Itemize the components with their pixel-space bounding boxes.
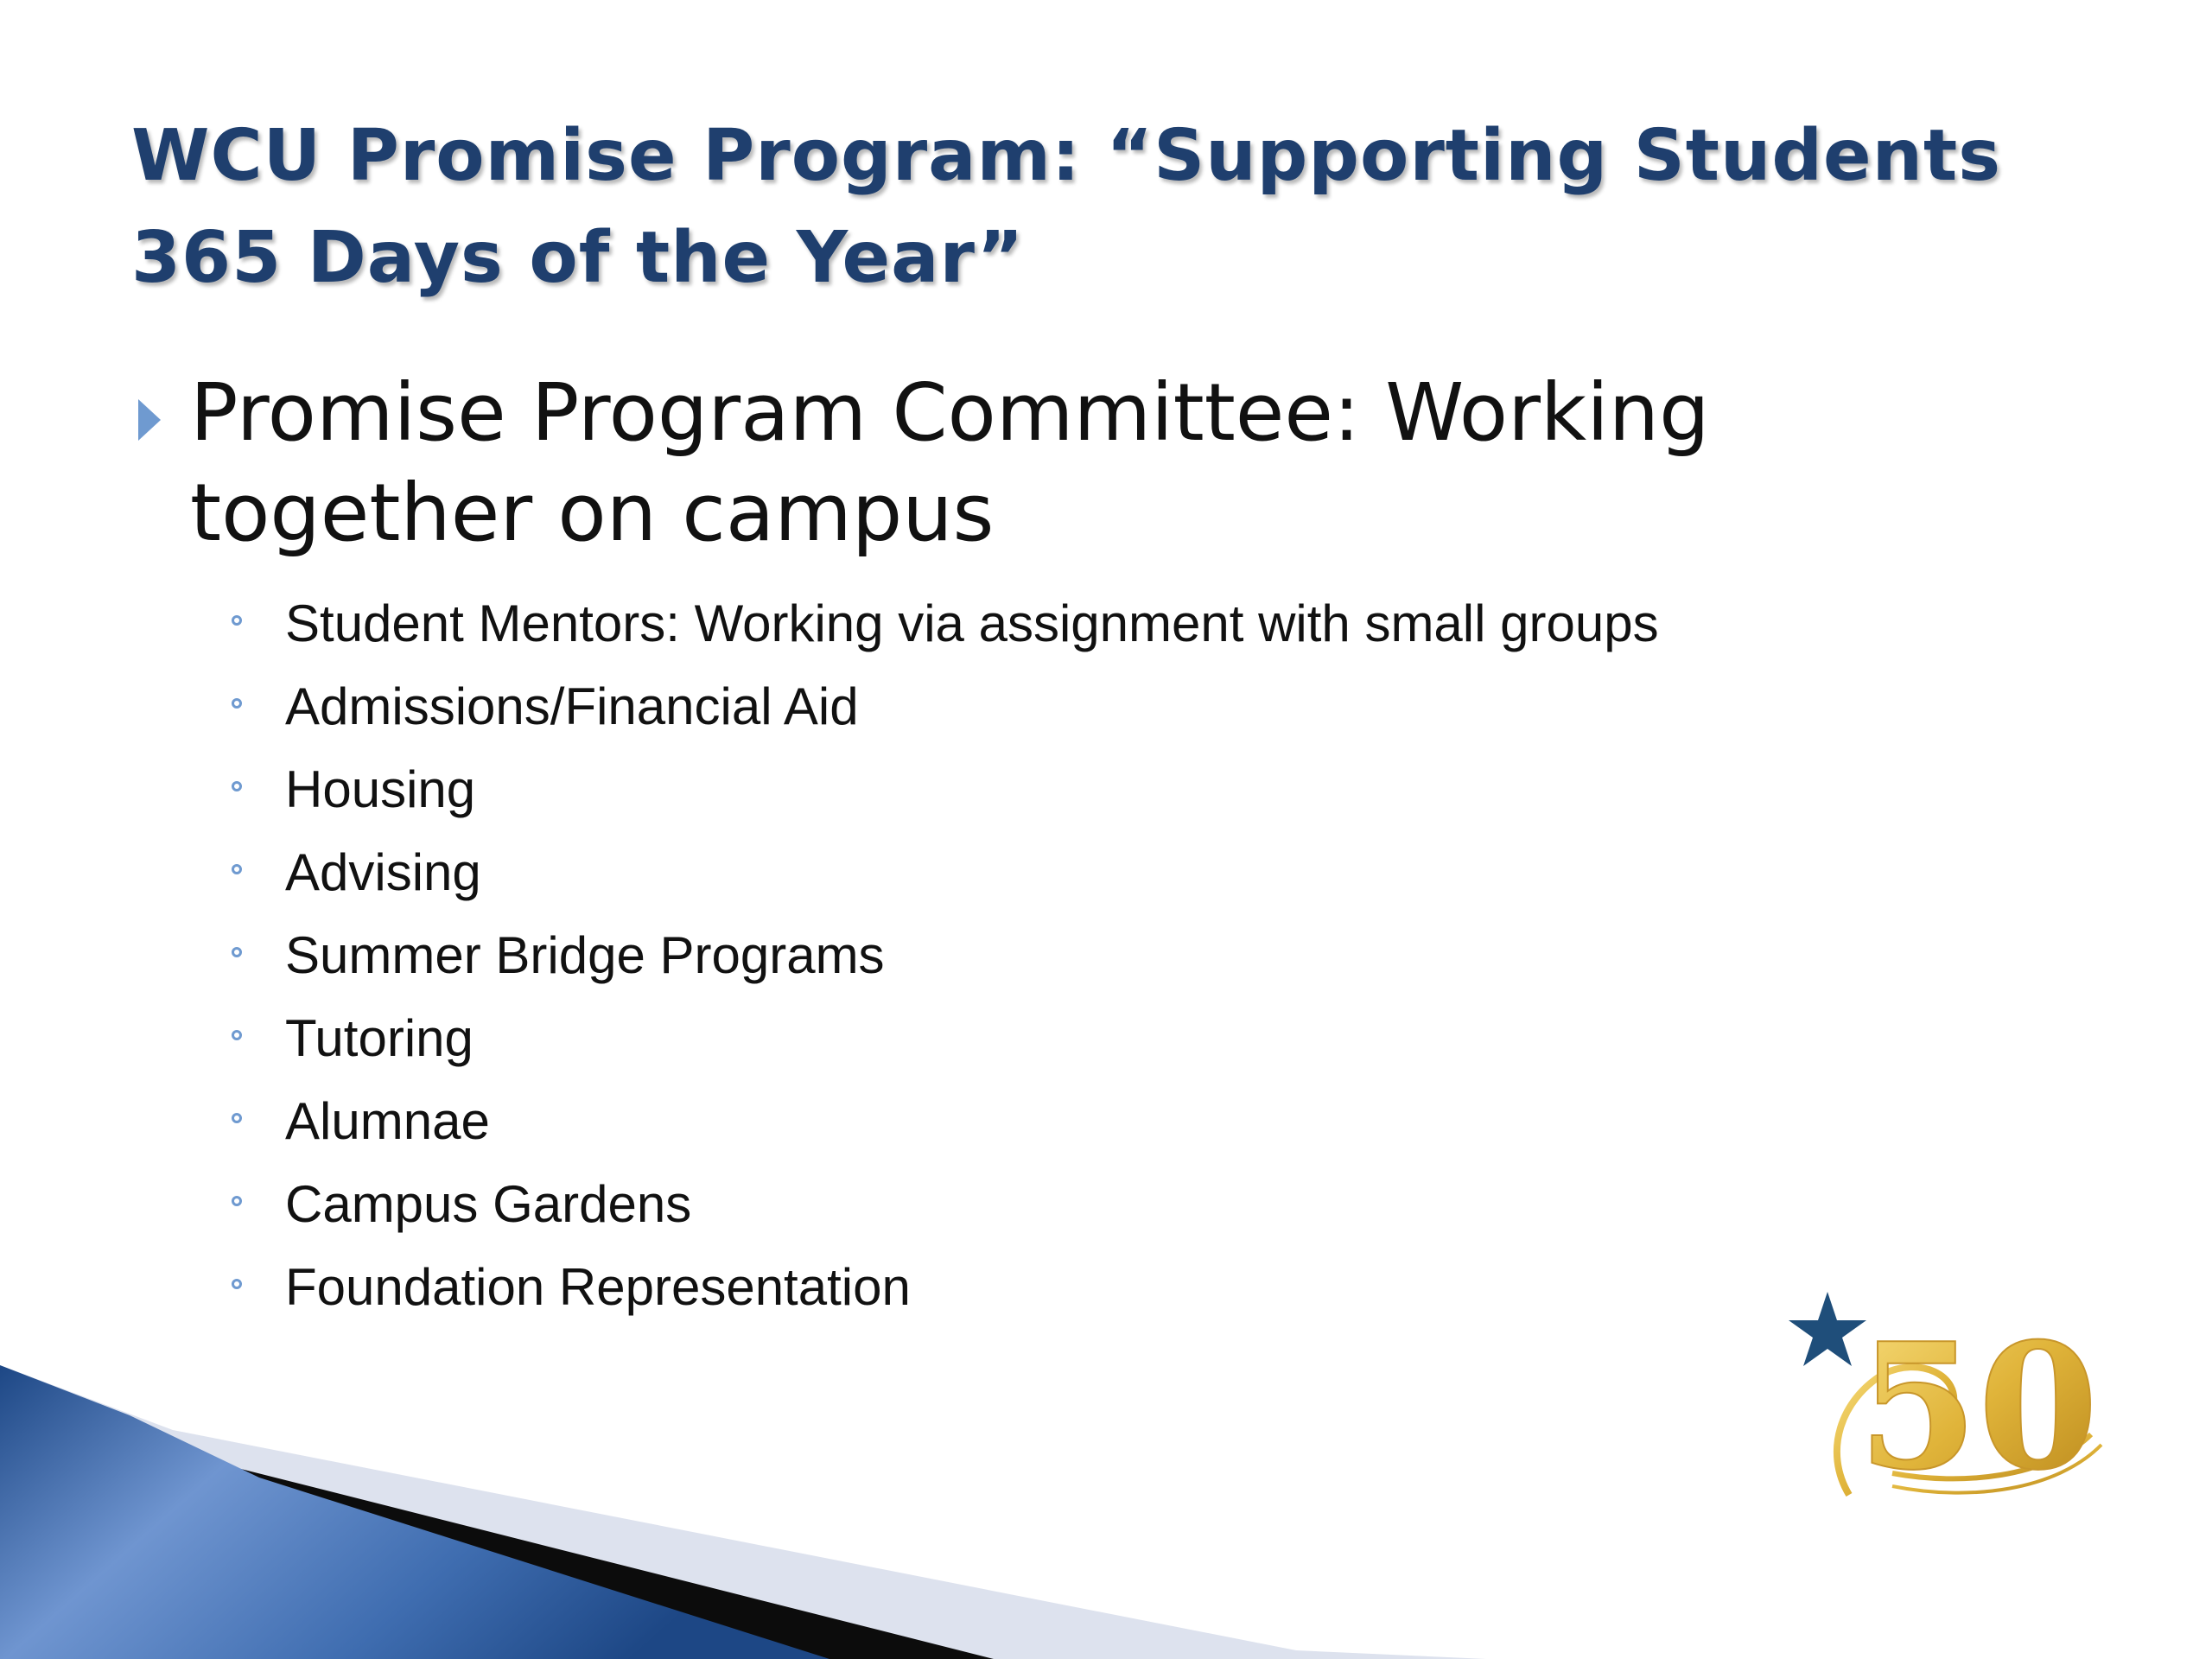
- sub-bullet-text: Housing: [285, 760, 476, 818]
- circle-bullet-icon: [232, 615, 242, 626]
- sub-bullet-item: [223, 748, 1659, 831]
- sub-bullet-item: [223, 665, 1659, 748]
- sub-bullet-item: [223, 1163, 1659, 1246]
- circle-bullet-icon: [232, 1279, 242, 1289]
- sub-bullet-list: [223, 582, 1659, 1329]
- circle-bullet-icon: [232, 1196, 242, 1206]
- triangle-bullet-icon: [138, 399, 161, 441]
- sub-bullet-item: [223, 1080, 1659, 1163]
- sub-bullet-item: [223, 914, 1659, 997]
- sub-bullet-text: Campus Gardens: [285, 1175, 692, 1233]
- star-icon: [1789, 1292, 1866, 1366]
- circle-bullet-icon: [232, 781, 242, 791]
- slide-title: WCU Promise Program: “Supporting Students 365 Days of the Year”: [131, 115, 2002, 299]
- sub-bullet-text: Advising: [285, 843, 481, 901]
- circle-bullet-icon: [232, 947, 242, 957]
- sub-bullet-text: Summer Bridge Programs: [285, 926, 885, 984]
- sub-bullet-text: Student Mentors: Working via assignment with small groups: [285, 594, 1659, 652]
- sub-bullet-text: Foundation Representation: [285, 1258, 911, 1316]
- sub-bullet-item: [223, 1246, 1659, 1329]
- circle-bullet-icon: [232, 864, 242, 874]
- sub-bullet-item: [223, 997, 1659, 1080]
- circle-bullet-icon: [232, 1030, 242, 1040]
- sub-bullet-text: Tutoring: [285, 1009, 474, 1067]
- main-bullet-text: Promise Program Committee: Working together on campus: [190, 366, 1710, 559]
- sub-bullet-text: Admissions/Financial Aid: [285, 677, 859, 735]
- sub-bullet-item: [223, 831, 1659, 914]
- anniversary-50-logo: [1789, 1279, 2117, 1512]
- circle-bullet-icon: [232, 698, 242, 709]
- circle-bullet-icon: [232, 1113, 242, 1123]
- main-bullet: [131, 363, 2032, 563]
- sub-bullet-item: [223, 582, 1659, 665]
- logo-50-text: 50: [1858, 1306, 2099, 1509]
- sub-bullet-text: Alumnae: [285, 1092, 490, 1150]
